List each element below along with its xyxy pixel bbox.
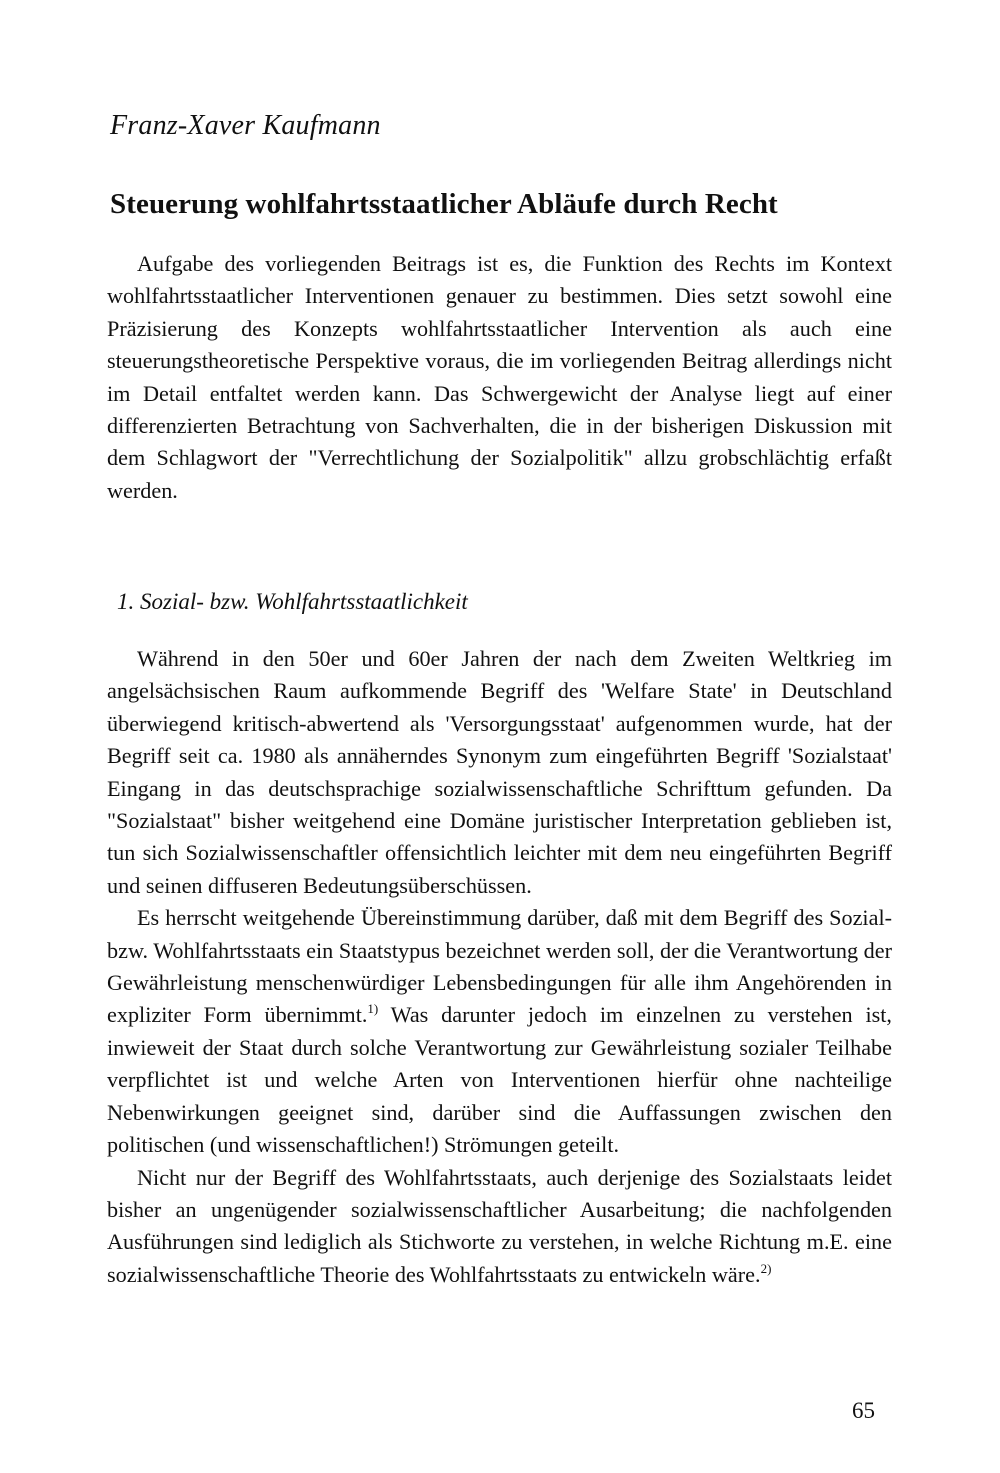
page-number: 65 (852, 1398, 875, 1423)
body-paragraph-2 (107, 902, 892, 1161)
abstract-paragraph: Aufgabe des vorliegenden Beitrags ist es, die Funktion des Rechts im Kontext wohlfahrtsstaatlicher Interventionen genauer zu bestimmen. Dies setzt sowohl eine Präzisierung des Konzepts wohlfahrtsstaatlicher Intervention als auch eine steuerungstheoretische Perspektive voraus, die im vorliegenden Beitrag allerdings nicht im Detail entfaltet werden kann. Das Schwergewicht der Analyse liegt auf einer differenzierten Betrachtung von Sachverhalten, die in der bisherigen Diskussion mit dem Schlagwort der "Verrechtlichung der Sozialpolitik" allzu grobschlächtig erfaßt werden. (107, 251, 892, 503)
section-body (107, 643, 892, 1291)
footnote-ref-1: 1) (367, 1001, 379, 1017)
body-paragraph-3-text: Nicht nur der Begriff des Wohlfahrtsstaats, auch derjenige des Sozialstaats leidet bisher an ungenügender sozialwissenschaftlicher Ausarbeitung; die nachfolgenden Ausführungen sind lediglich als Stichworte zu verstehen, in welche Richtung m.E. eine sozialwissenschaftliche Theorie des Wohlfahrtsstaats zu entwickeln wäre. (107, 1164, 892, 1287)
abstract-section (107, 248, 892, 507)
footnote-ref-2: 2) (760, 1260, 772, 1276)
author-name: Franz-Xaver Kaufmann (110, 110, 381, 141)
article-title: Steuerung wohlfahrtsstaatlicher Abläufe durch Recht (110, 188, 778, 220)
body-paragraph-2-part-b: Was darunter jedoch im einzelnen zu verstehen ist, inwieweit der Staat durch solche Verantwortung zur Gewährleistung sozialer Teilhabe verpflichtet ist und welche Arten von Interventionen hierfür ohne nachteilige Nebenwirkungen geeignet sind, darüber sind die Auffassungen zwischen den politischen (und wissenschaftlichen!) Strömungen geteilt. (107, 1002, 892, 1158)
body-paragraph-1: Während in den 50er und 60er Jahren der nach dem Zweiten Weltkrieg im angelsächsischen Raum aufkommende Begriff des 'Welfare State' in Deutschland überwiegend kritisch-abwertend als 'Versorgungsstaat' aufgenommen wurde, hat der Begriff seit ca. 1980 als annäherndes Synonym zum eingeführten Begriff 'Sozialstaat' Eingang in das deutschsprachige sozialwissenschaftliche Schrifttum gefunden. Da "Sozialstaat" bisher weitgehend eine Domäne juristischer Interpretation geblieben ist, tun sich Sozialwissenschaftler offensichtlich leichter mit dem neu eingeführten Begriff und seinen diffuseren Bedeutungsüberschüssen. (107, 646, 892, 898)
body-paragraph-3 (107, 1162, 892, 1292)
section-heading: 1. Sozial- bzw. Wohlfahrtsstaatlichkeit (117, 589, 468, 614)
body-paragraph-2-part-a: Es herrscht weitgehende Übereinstimmung darüber, daß mit dem Begriff des Sozial- bzw. Wohlfahrtsstaats ein Staatstypus bezeichnet werden soll, der die Verantwortung der Gewährleistung menschenwürdiger Lebensbedingungen für alle ihm Angehörenden in expliziter Form übernimmt. (107, 905, 892, 1028)
